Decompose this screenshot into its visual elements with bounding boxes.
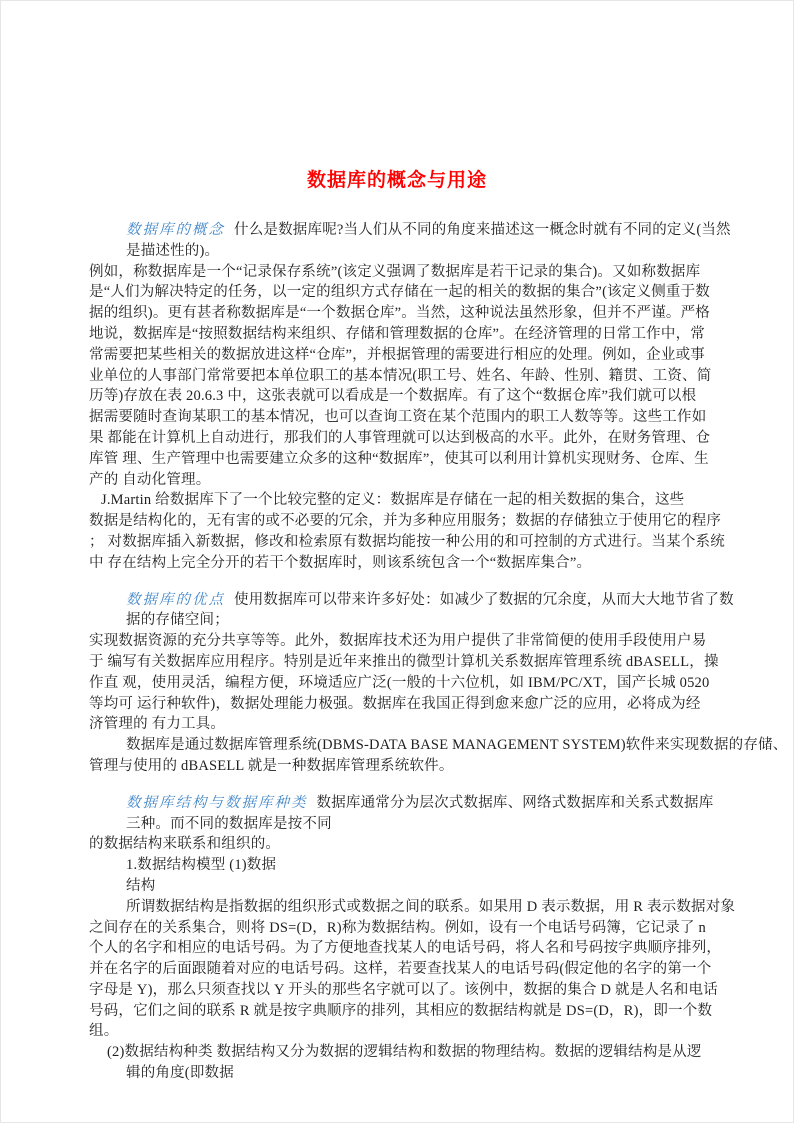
text-line (89, 714, 729, 735)
text-line (89, 918, 729, 939)
text-line (89, 876, 729, 897)
text-line (89, 428, 729, 449)
text-line (89, 855, 729, 876)
text-segment: 使用数据库可以带来许多好处：如减少了数据的冗余度，从而大大地节省了数 (234, 591, 734, 608)
text-segment: 数据库通常分为层次式数据库、网络式数据库和关系式数据库 (316, 794, 714, 811)
text-line (89, 407, 729, 428)
text-segment: 等均可 运行种软件)，数据处理能力极强。数据库在我国正得到愈来愈广泛的应用，必将成为经 (89, 695, 701, 712)
text-segment: 产的 自动化管理。 (89, 471, 211, 488)
text-line (89, 262, 729, 283)
text-segment: 辑的角度(即数据 (126, 1065, 234, 1082)
text-line (89, 673, 729, 694)
text-line (89, 511, 729, 532)
text-segment: 据的存储空间； (126, 612, 229, 629)
text-line (89, 652, 729, 673)
text-segment: 什么是数据库呢?当人们从不同的角度来描述这一概念时就有不同的定义(当然 (234, 222, 731, 238)
text-line (89, 241, 729, 262)
text-line (89, 345, 729, 366)
text-segment: 于 编写有关数据库应用程序。特别是近年来推出的微型计算机关系数据库管理系统 dBASELL，操 (89, 653, 719, 670)
text-segment: 三种。而不同的数据库是按不同 (126, 815, 332, 832)
section-heading: 数据库的概念 (126, 222, 225, 238)
text-segment: ； 对数据库插入新数据，修改和检索原有数据均能按一种公用的和可控制的方式进行。当某个系统 (89, 533, 725, 550)
text-segment: 数据库是通过数据库管理系统(DBMS-DATA BASE MANAGEMENT SYSTEM)软件来实现数据的存储、 (126, 737, 788, 754)
text-line (89, 756, 729, 777)
text-segment: 组。 (89, 1023, 119, 1040)
text-segment: 个人的名字和相应的电话号码。为了方便地查找某人的电话号码，将人名和号码按字典顺序排列， (89, 940, 722, 957)
text-line (89, 735, 788, 756)
text-line (89, 694, 729, 715)
text-segment: 是“人们为解决特定的任务，以一定的组织方式存储在一起的相关的数据的集合”(该定义侧重于数 (89, 284, 710, 301)
text-segment: 中 存在结构上完全分开的若干个数据库时，则该系统包含一个“数据库集合”。 (89, 554, 592, 571)
text-segment: 结构 (126, 877, 156, 894)
text-line (89, 1001, 729, 1022)
text-segment: 果 都能在计算机上自动进行，那我们的人事管理就可以达到极高的水平。此外，在财务管理、仓 (89, 429, 711, 446)
text-line (89, 449, 729, 470)
text-segment: 所谓数据结构是指数据的组织形式或数据之间的联系。如果用 D 表示数据，用 R 表示数据对象 (126, 898, 736, 915)
text-line (89, 490, 729, 511)
text-line (89, 834, 729, 855)
text-line (89, 631, 729, 652)
text-line (89, 610, 729, 631)
text-line (89, 282, 729, 303)
text-line (89, 814, 729, 835)
text-segment: 济管理的 有力工具。 (89, 716, 226, 733)
text-line (89, 366, 729, 387)
text-line (89, 793, 729, 814)
text-segment: 是描述性的)。 (126, 242, 220, 259)
text-segment: 业单位的人事部门常常要把本单位职工的基本情况(职工号、姓名、年龄、性别、籍贯、工资、简 (89, 367, 712, 384)
text-segment: 管理与使用的 dBASELL 就是一种数据库管理系统软件。 (89, 757, 454, 774)
text-line (89, 980, 729, 1001)
text-line (89, 553, 729, 574)
text-segment: 历等)存放在表 20.6.3 中，这张表就可以看成是一个数据库。有了这个“数据仓库”我们就可以根 (89, 388, 697, 405)
text-line (89, 590, 734, 611)
text-segment: 常需要把某些相关的数据放进这样“仓库”，并根据管理的需要进行相应的处理。例如，企业或事 (89, 346, 705, 363)
text-line (89, 1021, 729, 1042)
text-line (89, 470, 729, 491)
text-segment: 的数据结构来联系和组织的。 (89, 836, 281, 853)
text-segment: 1.数据结构模型 (1)数据 (126, 857, 277, 874)
text-line (89, 897, 736, 918)
text-segment: 例如，称数据库是一个“记录保存系统”(该定义强调了数据库是若干记录的集合)。又如称数据库 (89, 263, 701, 280)
document-body (89, 220, 788, 1084)
text-line (89, 532, 729, 553)
text-line (89, 959, 729, 980)
text-segment: 库管 理、生产管理中也需要建立众多的这种“数据库”，使其可以利用计算机实现财务、仓库、生 (89, 450, 709, 467)
text-line (89, 324, 729, 345)
text-segment: J.Martin 给数据库下了一个比较完整的定义：数据库是存储在一起的相关数据的集合，这些 (101, 492, 685, 509)
text-segment: 实现数据资源的充分共享等等。此外，数据库技术还为用户提供了非常简便的使用手段使用户易 (89, 633, 707, 650)
text-segment: 地说，数据库是“按照数据结构来组织、存储和管理数据的仓库”。在经济管理的日常工作中，常 (89, 325, 705, 342)
text-segment: 据的组织)。更有甚者称数据库是“一个数据仓库”。当然，这种说法虽然形象，但并不严谨。严格 (89, 305, 710, 322)
text-line (89, 938, 729, 959)
text-segment: 字母是 Y)，那么只须查找以 Y 开头的那些名字就可以了。该例中，数据的集合 D 就是人名和电话 (89, 981, 718, 998)
text-segment: (2)数据结构种类 数据结构又分为数据的逻辑结构和数据的物理结构。数据的逻辑结构是从逻 (107, 1044, 702, 1061)
text-line (89, 386, 729, 407)
text-segment: 号码，它们之间的联系 R 就是按字典顺序的排列，其相应的数据结构就是 DS=(D，R)，即一个数 (89, 1002, 713, 1019)
text-line (89, 303, 729, 324)
text-segment: 据需要随时查询某职工的基本情况，也可以查询工资在某个范围内的职工人数等等。这些工作如 (89, 409, 707, 426)
text-line (89, 220, 729, 241)
text-segment: 作直 观，使用灵活，编程方便，环境适应广泛(一般的十六位机，如 IBM/PC/XT，国产长城 0520 (89, 674, 710, 691)
text-line (89, 1042, 729, 1063)
text-segment: 之间存在的关系集合，则将 DS=(D，R)称为数据结构。例如，设有一个电话号码簿，它记录了 n (89, 919, 706, 936)
text-line (89, 1063, 729, 1084)
text-segment: 数据是结构化的，无有害的或不必要的冗余，并为多种应用服务；数据的存储独立于使用它的程序 (89, 513, 722, 530)
text-segment: 并在名字的后面跟随着对应的电话号码。这样，若要查找某人的电话号码(假定他的名字的第一个 (89, 961, 712, 978)
section-heading: 数据库结构与数据库种类 (126, 794, 308, 811)
document-title: 数据库的概念与用途 (306, 170, 487, 191)
section-heading: 数据库的优点 (126, 591, 225, 608)
